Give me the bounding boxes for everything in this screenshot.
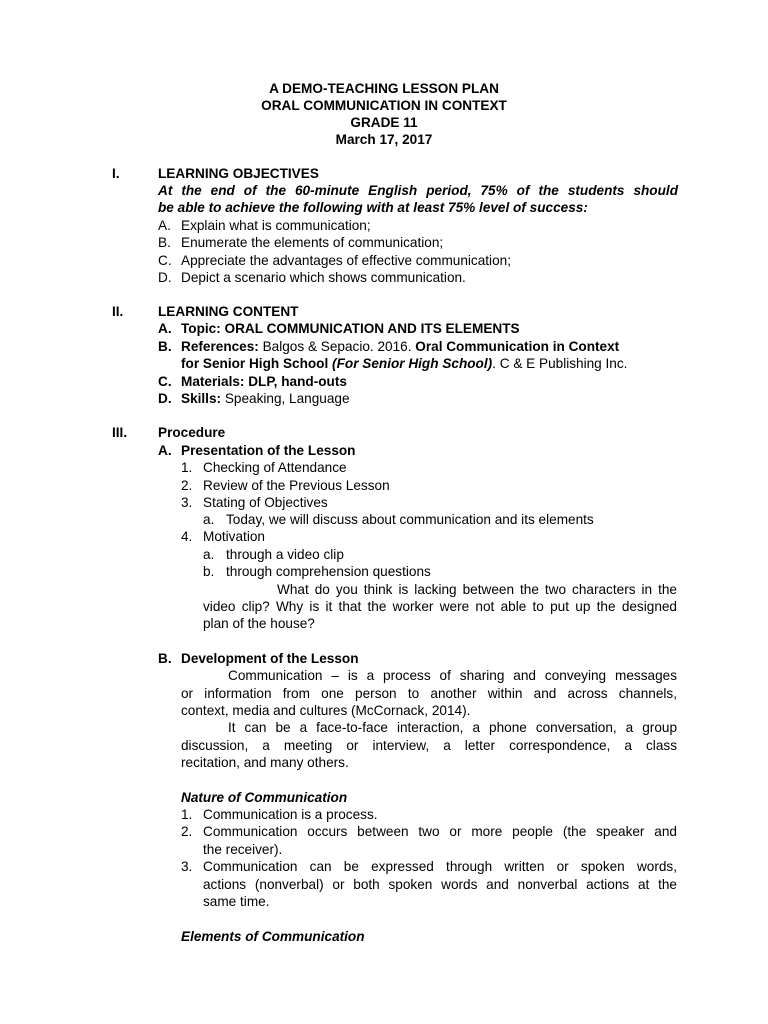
section-2-number: II. xyxy=(112,304,124,319)
forms-line2: discussion, a meeting or interview, a letter correspondence, a class xyxy=(181,738,677,753)
question-line2: video clip? Why is it that the worker were not able to put up the designed xyxy=(203,599,677,614)
definition-line2: or information from one person to another within and across channels, xyxy=(181,686,677,701)
objective-d-letter: D. xyxy=(158,270,172,285)
doc-subject: ORAL COMMUNICATION IN CONTEXT xyxy=(261,98,507,113)
content-a-letter: A. xyxy=(158,321,172,336)
step-4a: through a video clip xyxy=(226,547,344,562)
procedure-b-letter: B. xyxy=(158,651,172,666)
content-c-letter: C. xyxy=(158,374,172,389)
step-2-number: 2. xyxy=(181,478,193,493)
section-1-number: I. xyxy=(112,166,120,181)
step-4b: through comprehension questions xyxy=(226,564,431,579)
references-edition: (For Senior High School) xyxy=(328,356,493,371)
content-references-line1 xyxy=(181,338,619,355)
procedure-b-title: Development of the Lesson xyxy=(181,651,359,666)
nature-2-line2: the receiver). xyxy=(203,842,283,857)
objective-b: Enumerate the elements of communication; xyxy=(181,235,444,250)
elements-heading: Elements of Communication xyxy=(181,929,365,944)
content-skills xyxy=(181,390,350,407)
section-3-title: Procedure xyxy=(158,425,226,440)
objective-a-letter: A. xyxy=(158,218,171,233)
nature-3-line3: same time. xyxy=(203,894,270,909)
step-2: Review of the Previous Lesson xyxy=(203,478,390,493)
skills-value: Speaking, Language xyxy=(221,391,350,406)
doc-title: A DEMO-TEACHING LESSON PLAN xyxy=(269,81,499,96)
procedure-a-letter: A. xyxy=(158,443,172,458)
question-line1: What do you think is lacking between the two characters in the xyxy=(277,582,677,597)
step-4b-letter: b. xyxy=(203,564,215,579)
step-3-number: 3. xyxy=(181,495,193,510)
nature-3-line1: Communication can be expressed through written or spoken words, xyxy=(203,859,677,874)
skills-key: Skills: xyxy=(181,391,222,406)
section-1-intro-line1: At the end of the 60-minute English period, 75% of the students should xyxy=(158,183,678,198)
step-3: Stating of Objectives xyxy=(203,495,328,510)
objective-a: Explain what is communication; xyxy=(181,218,371,233)
references-authors: Balgos & Sepacio. 2016. xyxy=(258,339,416,354)
section-3-number: III. xyxy=(112,425,128,440)
procedure-a-title: Presentation of the Lesson xyxy=(181,443,356,458)
objective-c: Appreciate the advantages of effective communication; xyxy=(181,253,511,268)
step-3a: Today, we will discuss about communication and its elements xyxy=(226,512,594,527)
forms-line1: It can be a face-to-face interaction, a phone conversation, a group xyxy=(228,720,677,735)
doc-date: March 17, 2017 xyxy=(335,132,433,147)
definition-line3: context, media and cultures (McCornack, 2014). xyxy=(181,703,471,718)
content-b-letter: B. xyxy=(158,339,172,354)
objective-c-letter: C. xyxy=(158,253,172,268)
definition-line1: Communication – is a process of sharing and conveying messages xyxy=(228,668,677,683)
section-2-title: LEARNING CONTENT xyxy=(158,304,299,319)
objective-d: Depict a scenario which shows communication. xyxy=(181,270,466,285)
references-book-title-cont: for Senior High School xyxy=(181,356,329,371)
question-line3: plan of the house? xyxy=(203,616,315,631)
content-topic: Topic: ORAL COMMUNICATION AND ITS ELEMENTS xyxy=(181,321,520,336)
step-4a-letter: a. xyxy=(203,547,215,562)
step-3a-letter: a. xyxy=(203,512,215,527)
objective-b-letter: B. xyxy=(158,235,171,250)
nature-1: Communication is a process. xyxy=(203,807,378,822)
nature-2-number: 2. xyxy=(181,824,193,839)
step-1: Checking of Attendance xyxy=(203,460,347,475)
section-1-intro-line2: be able to achieve the following with at least 75% level of success: xyxy=(158,200,588,215)
references-publisher: . C & E Publishing Inc. xyxy=(492,356,628,371)
references-key: References: xyxy=(181,339,259,354)
nature-3-line2: actions (nonverbal) or both spoken words and nonverbal actions at the xyxy=(203,877,677,892)
step-4-number: 4. xyxy=(181,529,193,544)
nature-1-number: 1. xyxy=(181,807,193,822)
step-1-number: 1. xyxy=(181,460,193,475)
content-materials: Materials: DLP, hand-outs xyxy=(181,374,347,389)
content-d-letter: D. xyxy=(158,391,172,406)
forms-line3: recitation, and many others. xyxy=(181,755,349,770)
nature-3-number: 3. xyxy=(181,859,193,874)
step-4: Motivation xyxy=(203,529,265,544)
doc-grade: GRADE 11 xyxy=(350,115,418,130)
section-1-title: LEARNING OBJECTIVES xyxy=(158,166,319,181)
nature-2-line1: Communication occurs between two or more people (the speaker and xyxy=(203,824,677,839)
content-references-line2 xyxy=(181,355,627,372)
references-book-title: Oral Communication in Context xyxy=(415,339,620,354)
nature-heading: Nature of Communication xyxy=(181,790,348,805)
